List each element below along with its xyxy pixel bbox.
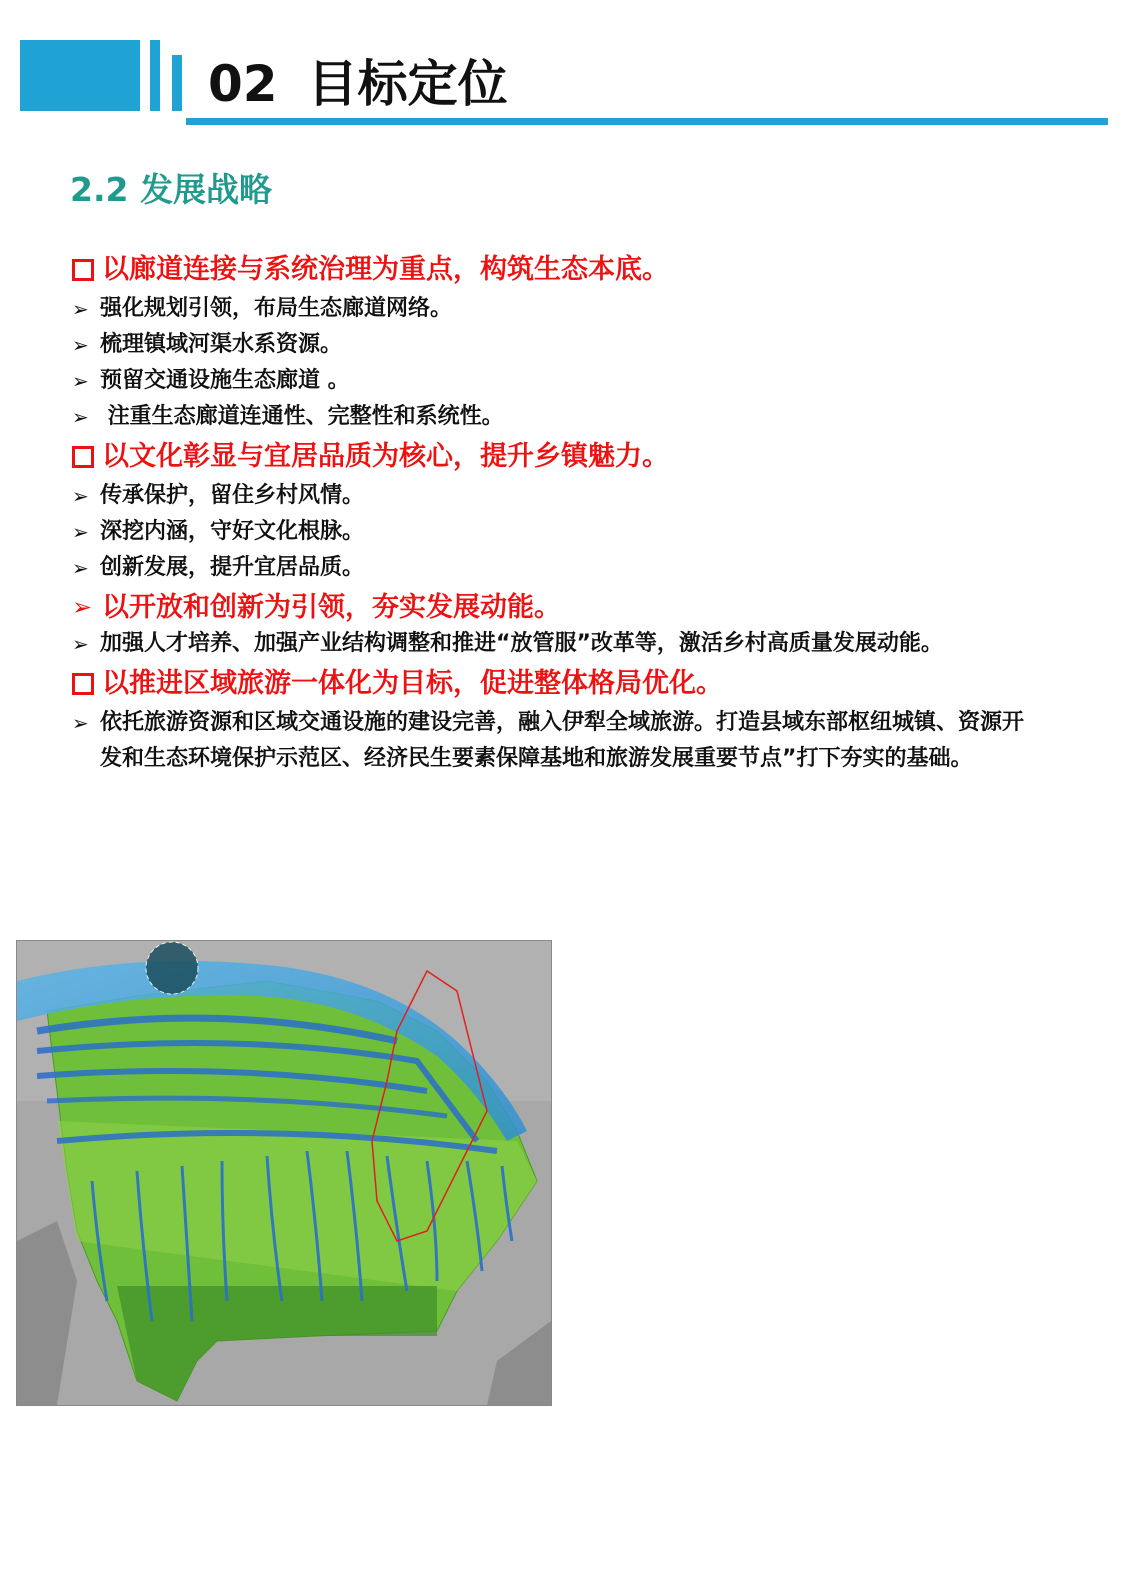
strategy-bullet: ➢ 创新发展，提升宜居品质。 (72, 550, 1032, 586)
checkbox-square-icon (72, 446, 94, 468)
arrow-bullet-icon: ➢ (72, 632, 89, 656)
header-bar-1 (150, 40, 160, 111)
strategy-bullet: ➢ 加强人才培养、加强产业结构调整和推进“放管服”改革等，激活乡村高质量发展动能。 (72, 626, 1032, 662)
strategy-bullet: ➢ 预留交通设施生态廊道 。 (72, 363, 1032, 399)
section-title: 2.2 发展战略 (70, 170, 272, 209)
arrow-bullet-icon: ➢ (72, 556, 89, 580)
strategy-list (72, 248, 1032, 777)
strategy-bullet: ➢ 注重生态廊道连通性、完整性和系统性。 (72, 399, 1032, 435)
strategy-heading: 以推进区域旅游一体化为目标，促进整体格局优化。 (72, 665, 1032, 705)
chapter-number: 02 (208, 55, 278, 113)
header-bar-2 (172, 55, 182, 111)
header-underline (186, 118, 1108, 125)
checkbox-square-icon (72, 259, 94, 281)
strategy-heading: 以文化彰显与宜居品质为核心，提升乡镇魅力。 (72, 438, 1032, 478)
arrow-bullet-icon: ➢ (72, 297, 89, 321)
arrow-bullet-icon: ➢ (72, 405, 89, 429)
strategy-heading: 以廊道连接与系统治理为重点，构筑生态本底。 (72, 251, 1032, 291)
checkbox-square-icon (72, 673, 94, 695)
strategy-bullet: ➢ 梳理镇域河渠水系资源。 (72, 327, 1032, 363)
arrow-bullet-icon: ➢ (72, 520, 89, 544)
arrow-bullet-icon: ➢ (72, 369, 89, 393)
chapter-name: 目标定位 (307, 55, 508, 113)
ecological-corridor-map (16, 940, 552, 1406)
wetland-park-marker (146, 942, 198, 994)
arrow-bullet-icon: ➢ (72, 333, 89, 357)
strategy-bullet: ➢ 传承保护，留住乡村风情。 (72, 478, 1032, 514)
arrow-bullet-icon: ➢ (72, 711, 89, 735)
chapter-title (208, 52, 508, 116)
header-block-large (20, 40, 140, 111)
arrow-bullet-icon: ➢ (72, 593, 93, 621)
arrow-bullet-icon: ➢ (72, 484, 89, 508)
strategy-heading: ➢ 以开放和创新为引领，夯实发展动能。 (72, 589, 1032, 626)
strategy-bullet: ➢ 深挖内涵，守好文化根脉。 (72, 514, 1032, 550)
strategy-bullet: ➢ 依托旅游资源和区域交通设施的建设完善，融入伊犁全域旅游。打造县域东部枢纽城镇、资源开发和生态环境保护示范区、经济民生要素保障基地和旅游发展重要节点”打下夯实的基础。 (72, 705, 1032, 777)
strategy-bullet: ➢ 强化规划引领，布局生态廊道网络。 (72, 291, 1032, 327)
